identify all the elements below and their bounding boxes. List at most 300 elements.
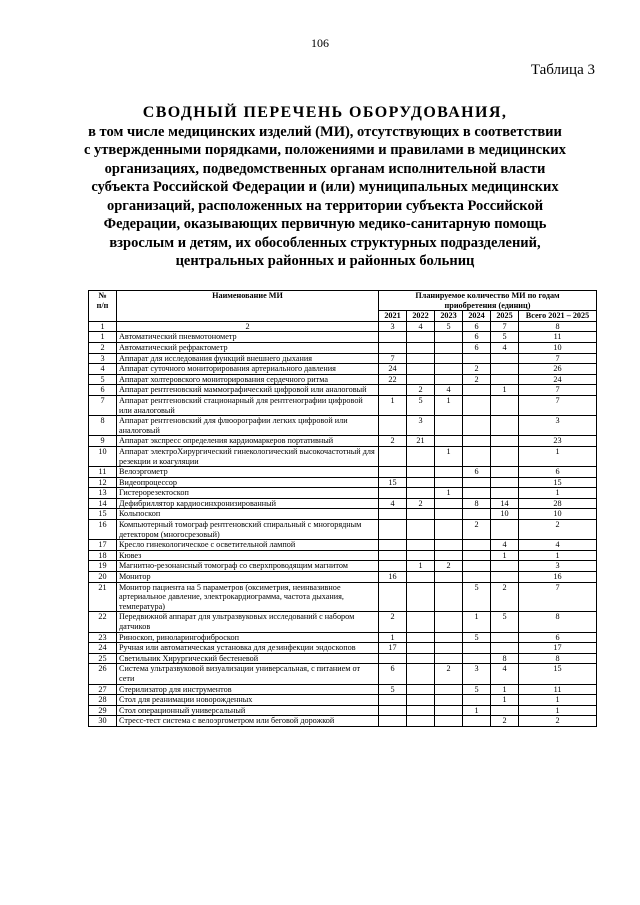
year-cell: 4 [379,498,407,509]
year-cell: 2 [407,385,435,396]
total-cell: 1 [519,695,597,706]
year-cell [407,509,435,520]
title-line: Федерации, оказывающих первичную медико-санитарную помощь [103,216,547,232]
year-cell: 5 [463,632,491,643]
year-cell: 4 [491,540,519,551]
year-cell [435,332,463,343]
year-cell [435,509,463,520]
year-cell: 2 [379,612,407,632]
equipment-name: Аппарат экспресс определения кардиомаркеров портативный [117,436,379,447]
year-cell [463,436,491,447]
equipment-name: Кресло гинекологическое с осветительной лампой [117,540,379,551]
row-number: 9 [89,436,117,447]
table-row [89,572,597,583]
year-cell [407,684,435,695]
year-cell [407,520,435,540]
year-cell [463,695,491,706]
equipment-name: Компьютерный томограф рентгеновский спиральный с многорядным детектором (многосрезовый) [117,520,379,540]
year-cell: 8 [491,653,519,664]
row-number: 8 [89,416,117,436]
year-cell: 6 [463,342,491,353]
year-cell [435,353,463,364]
total-cell: 7 [519,353,597,364]
year-cell [379,488,407,499]
year-cell: 6 [463,467,491,478]
year-cell: 7 [379,353,407,364]
equipment-name: Монитор [117,572,379,583]
year-cell: 2 [407,498,435,509]
total-cell: 8 [519,612,597,632]
year-cell [491,364,519,375]
row-number: 20 [89,572,117,583]
total-cell: 15 [519,477,597,488]
total-cell: 2 [519,716,597,727]
year-cell [435,540,463,551]
year-cell: 8 [463,498,491,509]
year-cell [435,612,463,632]
row-number: 14 [89,498,117,509]
year-cell [379,342,407,353]
column-number: 2 [117,321,379,332]
equipment-name: Стресс-тест система с велоэргометром или беговой дорожкой [117,716,379,727]
equipment-name: Дефибриллятор кардиосинхронизированный [117,498,379,509]
year-cell [407,695,435,706]
year-cell [379,520,407,540]
year-cell: 6 [379,664,407,684]
table-row [89,364,597,375]
year-cell: 6 [463,332,491,343]
year-cell: 21 [407,436,435,447]
title-line: организациях, подведомственных органам исполнительной власти [104,160,546,177]
equipment-name: Монитор пациента на 5 параметров (оксиметрия, неинвазивное артериальное давление, электрокардиограмма, частота дыхания, температура) [117,582,379,612]
table-row [89,446,597,466]
year-cell [463,572,491,583]
year-cell [407,540,435,551]
year-cell: 2 [463,374,491,385]
year-cell [407,582,435,612]
year-cell [491,488,519,499]
equipment-name: Видеопроцессор [117,477,379,488]
table-row [89,653,597,664]
total-cell: 10 [519,342,597,353]
year-cell: 2 [435,664,463,684]
year-cell [407,374,435,385]
row-number: 24 [89,643,117,654]
table-row [89,561,597,572]
header-year: 2023 [435,311,463,322]
table-row [89,436,597,447]
year-cell [463,540,491,551]
total-cell: 1 [519,446,597,466]
equipment-name: Магнитно-резонансный томограф со сверхпроводящим магнитом [117,561,379,572]
equipment-name: Аппарат рентгеновский стационарный для рентгенографии цифровой или аналоговый [117,395,379,415]
row-number: 18 [89,550,117,561]
year-cell [407,612,435,632]
total-cell: 7 [519,395,597,415]
total-cell: 16 [519,572,597,583]
column-number: 5 [435,321,463,332]
column-number: 8 [519,321,597,332]
year-cell [407,643,435,654]
year-cell [491,477,519,488]
table-row [89,582,597,612]
row-number: 7 [89,395,117,415]
year-cell [379,705,407,716]
year-cell [435,374,463,385]
year-cell [435,582,463,612]
total-cell: 1 [519,488,597,499]
year-cell [435,436,463,447]
year-cell [435,643,463,654]
equipment-name: Стерилизатор для инструментов [117,684,379,695]
row-number: 27 [89,684,117,695]
table-row [89,540,597,551]
year-cell: 14 [491,498,519,509]
year-cell [435,520,463,540]
year-cell [407,353,435,364]
table-row [89,705,597,716]
total-cell: 8 [519,653,597,664]
year-cell: 5 [491,332,519,343]
year-cell [435,716,463,727]
header-year: 2022 [407,311,435,322]
year-cell [407,550,435,561]
header-year: 2025 [491,311,519,322]
header-name: Наименование МИ [117,291,379,322]
year-cell [407,342,435,353]
year-cell [463,561,491,572]
year-cell [435,364,463,375]
table-row [89,385,597,396]
year-cell [407,653,435,664]
total-cell: 1 [519,550,597,561]
table-row [89,612,597,632]
year-cell [435,572,463,583]
year-cell: 1 [491,385,519,396]
table-row [89,332,597,343]
column-number: 3 [379,321,407,332]
table-row [89,664,597,684]
column-number: 1 [89,321,117,332]
total-cell: 24 [519,374,597,385]
year-cell [379,509,407,520]
row-number: 28 [89,695,117,706]
year-cell [491,416,519,436]
year-cell [407,364,435,375]
equipment-name: Кольпоскоп [117,509,379,520]
title-line: с утвержденными порядками, положениями и правилами в медицинских [83,142,567,158]
title-main: СВОДНЫЙ ПЕРЕЧЕНЬ ОБОРУДОВАНИЯ, [142,104,508,121]
year-cell [491,520,519,540]
row-number: 23 [89,632,117,643]
row-number: 19 [89,561,117,572]
year-cell: 1 [435,395,463,415]
year-cell [435,632,463,643]
table-row [89,342,597,353]
equipment-name: Передвижной аппарат для ультразвуковых исследований с набором датчиков [117,612,379,632]
year-cell: 2 [463,364,491,375]
document-title [60,104,590,271]
year-cell: 4 [491,342,519,353]
row-number: 25 [89,653,117,664]
table-row [89,374,597,385]
year-cell [463,488,491,499]
year-cell [407,705,435,716]
table-row [89,477,597,488]
year-cell [491,705,519,716]
year-cell [379,582,407,612]
year-cell: 1 [379,395,407,415]
header-num: № п/п [89,291,117,322]
total-cell: 23 [519,436,597,447]
column-number: 4 [407,321,435,332]
row-number: 10 [89,446,117,466]
year-cell [491,395,519,415]
total-cell: 11 [519,332,597,343]
total-cell: 7 [519,385,597,396]
year-cell [379,416,407,436]
year-cell: 2 [491,716,519,727]
table-row [89,550,597,561]
title-line: центральных районных и районных больниц [175,253,475,269]
year-cell [463,643,491,654]
row-number: 21 [89,582,117,612]
year-cell [379,385,407,396]
equipment-name: Риноскоп, риноларингофиброскоп [117,632,379,643]
year-cell [379,446,407,466]
year-cell [435,498,463,509]
equipment-name: Гистерорезектоскоп [117,488,379,499]
header-row [89,291,597,311]
year-cell: 4 [435,385,463,396]
year-cell [463,395,491,415]
equipment-name: Аппарат рентгеновский маммографический цифровой или аналоговый [117,385,379,396]
year-cell: 3 [463,664,491,684]
equipment-name: Ручная или автоматическая установка для дезинфекции эндоскопов [117,643,379,654]
year-cell: 1 [435,488,463,499]
total-cell: 15 [519,664,597,684]
equipment-name: Велоэргометр [117,467,379,478]
year-cell [491,643,519,654]
total-cell: 1 [519,705,597,716]
equipment-name: Аппарат электроХирургический гинекологический высокочастотный для резекции и коагуляции [117,446,379,466]
year-cell [379,561,407,572]
year-cell [435,695,463,706]
row-number: 3 [89,353,117,364]
year-cell: 2 [491,582,519,612]
year-cell: 16 [379,572,407,583]
year-cell [491,572,519,583]
year-cell [407,664,435,684]
year-cell: 15 [379,477,407,488]
year-cell: 2 [463,520,491,540]
year-cell [435,416,463,436]
year-cell: 1 [491,550,519,561]
total-cell: 11 [519,684,597,695]
year-cell: 5 [379,684,407,695]
year-cell: 4 [491,664,519,684]
table-row [89,520,597,540]
table-row [89,467,597,478]
total-cell: 2 [519,520,597,540]
table-row [89,498,597,509]
equipment-name: Аппарат для исследования функций внешнего дыхания [117,353,379,364]
year-cell [379,695,407,706]
equipment-name: Автоматический рефрактометр [117,342,379,353]
year-cell [491,436,519,447]
table-body [89,332,597,727]
year-cell [491,561,519,572]
year-cell [463,653,491,664]
year-cell [407,488,435,499]
year-cell [463,509,491,520]
year-cell: 3 [407,416,435,436]
table-row [89,695,597,706]
equipment-name: Автоматический пневмотонометр [117,332,379,343]
row-number: 17 [89,540,117,551]
year-cell [491,632,519,643]
row-number: 26 [89,664,117,684]
title-line: в том числе медицинских изделий (МИ), отсутствующих в соответствии [88,123,562,140]
equipment-name: Аппарат суточного мониторирования артериального давления [117,364,379,375]
total-cell: 3 [519,561,597,572]
row-number: 15 [89,509,117,520]
header-year: 2024 [463,311,491,322]
row-number: 16 [89,520,117,540]
header-total: Всего 2021 – 2025 [519,311,597,322]
year-cell: 22 [379,374,407,385]
year-cell: 1 [435,446,463,466]
year-cell: 1 [379,632,407,643]
total-cell: 6 [519,632,597,643]
year-cell [435,477,463,488]
row-number: 6 [89,385,117,396]
equipment-name: Кювез [117,550,379,561]
year-cell: 2 [435,561,463,572]
year-cell: 10 [491,509,519,520]
column-number: 6 [463,321,491,332]
page-number: 106 [311,36,329,50]
equipment-name: Светильник Хирургический бестеневой [117,653,379,664]
year-cell [463,353,491,364]
total-cell: 6 [519,467,597,478]
equipment-name: Аппарат рентгеновский для флюорографии легких цифровой или аналоговый [117,416,379,436]
year-cell [463,550,491,561]
equipment-table [88,290,597,727]
equipment-name: Стол для реанимации новорожденных [117,695,379,706]
equipment-name: Стол операционный универсальный [117,705,379,716]
year-cell [463,477,491,488]
year-cell: 1 [463,612,491,632]
year-cell [379,716,407,727]
year-cell [463,385,491,396]
total-cell: 10 [519,509,597,520]
row-number: 4 [89,364,117,375]
table-row [89,716,597,727]
total-cell: 7 [519,582,597,612]
year-cell [435,705,463,716]
table-row [89,395,597,415]
header-year: 2021 [379,311,407,322]
year-cell [435,550,463,561]
title-line: организаций, расположенных на территории субъекта Российской [106,197,544,214]
total-cell: 26 [519,364,597,375]
year-cell [435,467,463,478]
row-number: 1 [89,332,117,343]
table-row [89,416,597,436]
title-line: взрослым и детям, их обособленных структурных подразделений, [109,234,541,251]
total-cell: 17 [519,643,597,654]
year-cell: 5 [463,582,491,612]
total-cell: 3 [519,416,597,436]
year-cell [435,684,463,695]
year-cell [491,467,519,478]
table-row [89,509,597,520]
year-cell: 1 [491,684,519,695]
year-cell: 5 [407,395,435,415]
year-cell [407,632,435,643]
row-number: 22 [89,612,117,632]
total-cell: 28 [519,498,597,509]
year-cell [407,716,435,727]
year-cell [463,716,491,727]
year-cell [379,540,407,551]
column-number: 7 [491,321,519,332]
table-row [89,632,597,643]
year-cell [379,550,407,561]
row-number: 13 [89,488,117,499]
year-cell: 5 [463,684,491,695]
table-row [89,488,597,499]
table-label: Таблица 3 [530,62,595,78]
year-cell [463,446,491,466]
year-cell [407,332,435,343]
total-cell: 4 [519,540,597,551]
row-number: 29 [89,705,117,716]
year-cell: 17 [379,643,407,654]
year-cell [491,374,519,385]
year-cell [407,467,435,478]
year-cell: 1 [491,695,519,706]
year-cell: 24 [379,364,407,375]
year-cell [435,653,463,664]
row-number: 5 [89,374,117,385]
year-cell [379,467,407,478]
year-cell [491,446,519,466]
year-cell [379,332,407,343]
year-cell [407,446,435,466]
year-cell [407,477,435,488]
title-line: субъекта Российской Федерации и (или) муниципальных медицинских [91,179,559,195]
equipment-name: Аппарат холтеровского мониторирования сердечного ритма [117,374,379,385]
year-cell [435,342,463,353]
year-cell: 2 [379,436,407,447]
row-number: 30 [89,716,117,727]
header-planned: Планируемое количество МИ по годам приобретения (единиц) [379,291,597,311]
row-number: 11 [89,467,117,478]
year-cell: 1 [463,705,491,716]
table-row [89,684,597,695]
equipment-name: Система ультразвуковой визуализации универсальная, с питанием от сети [117,664,379,684]
year-cell: 5 [491,612,519,632]
row-number: 12 [89,477,117,488]
table-row [89,643,597,654]
year-cell [407,572,435,583]
column-numbers-row [89,321,597,332]
year-cell [379,653,407,664]
year-cell [463,416,491,436]
row-number: 2 [89,342,117,353]
